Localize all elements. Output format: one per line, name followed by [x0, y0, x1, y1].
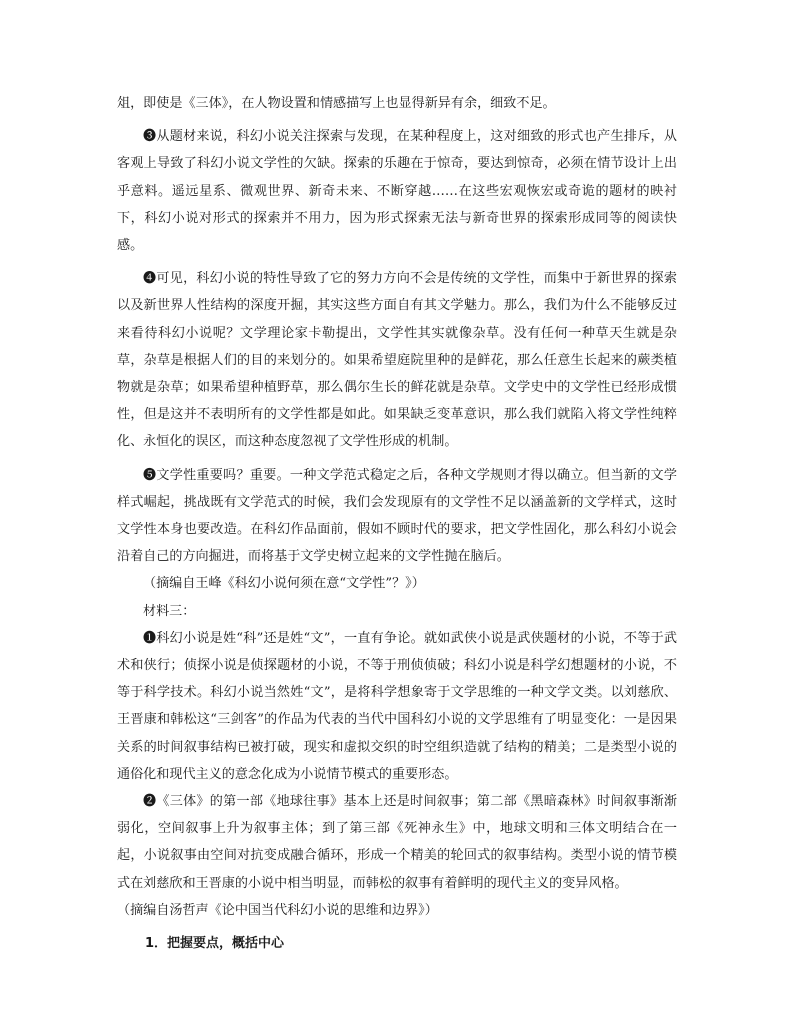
material-3-paragraph-2: ❷《三体》的第一部《地球往事》基本上还是时间叙事；第二部《黑暗森林》时间叙事渐渐弱化，空间叙事上升为叙事主体；到了第三部《死神永生》中，地球文明和三体文明结合在一起，小说叙事由空间对抗变成融合循环，形成一个精美的轮回式的叙事结构。类型小说的情节模式在刘慈欣和王晋康的小说中相当明显，而韩松的叙事有着鲜明的现代主义的变异风格。: [117, 794, 677, 891]
paragraph-5: ❺文学性重要吗？重要。一种文学范式稳定之后，各种文学规则才得以确立。但当新的文学样式崛起，挑战既有文学范式的时候，我们会发现原有的文学性不足以涵盖新的文学样式，这时文学性本身也要改造。在科幻作品面前，假如不顾时代的要求，把文学性固化，那么科幻小说会沿着自己的方向掘进，而将基于文学史树立起来的文学性抛在脑后。: [117, 467, 677, 565]
paragraph-3: ❸从题材来说，科幻小说关注探索与发现，在某种程度上，这对细致的形式也产生排斥，从客观上导致了科幻小说文学性的欠缺。探索的乐趣在于惊奇，要达到惊奇，必须在情节设计上出乎意料。遥远星系、微观世界、新奇未来、不断穿越……在这些宏观恢宏或奇诡的题材的映衬下，科幻小说对形式的探索并不用力，因为形式探索无法与新奇世界的探索形成同等的阅读快感。: [117, 129, 677, 254]
source-citation-2: （摘编自汤哲声《论中国当代科幻小说的思维和边界》）: [117, 902, 438, 918]
paragraph-continuation: 俎，即使是《三体》，在人物设置和情感描写上也显得新异有余，细致不足。: [117, 96, 556, 111]
source-citation-1: （摘编自王峰《科幻小说何须在意“文学性”？》）: [143, 576, 425, 592]
paragraph-4: ❹可见，科幻小说的特性导致了它的努力方向不会是传统的文学性，而集中于新世界的探索以及新世界人性结构的深度开掘，其实这些方面自有其文学魅力。那么，我们为什么不能够反过来看待科幻小说呢？文学理论家卡勒提出，文学性其实就像杂草。没有任何一种草天生就是杂草，杂草是根据人们的目的来划分的。如果希望庭院里种的是鲜花，那么任意生长起来的蕨类植物就是杂草；如果希望种植野草，那么偶尔生长的鲜花就是杂草。文学史中的文学性已经形成惯性，但是这并不表明所有的文学性都是如此。如果缺乏变革意识，那么我们就陷入将文学性纯粹化、永恒化的误区，而这种态度忽视了文学性形成的机制。: [117, 271, 677, 450]
article-body: [117, 90, 677, 957]
material-3-paragraph-1: ❶科幻小说是姓“科”还是姓“文”，一直有争论。就如武侠小说是武侠题材的小说，不等于武术和侠行；侦探小说是侦探题材的小说，不等于刑侦侦破；科幻小说是科学幻想题材的小说，不等于科学技术。科幻小说当然姓“文”，是将科学想象寄于文学思维的一种文学文类。以刘慈欣、王晋康和韩松这“三剑客”的作品为代表的当代中国科幻小说的文学思维有了明显变化：一是因果关系的时间叙事结构已被打破，现实和虚拟交织的时空组织造就了结构的精美；二是类型小说的通俗化和现代主义的意念化成为小说情节模式的重要形态。: [117, 630, 677, 782]
material-3-label: 材料三：: [143, 603, 196, 619]
section-heading: 1．把握要点，概括中心: [145, 936, 285, 952]
